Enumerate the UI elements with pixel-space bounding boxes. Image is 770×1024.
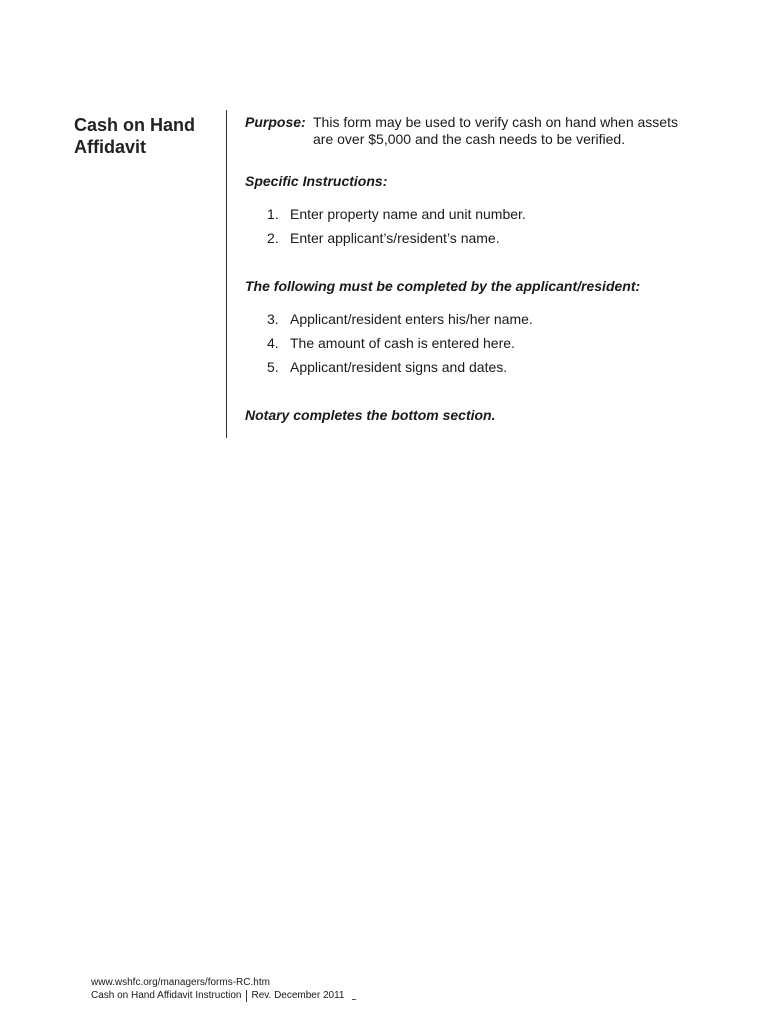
list-item-text: The amount of cash is entered here. xyxy=(290,335,515,351)
list-item-text: Enter property name and unit number. xyxy=(290,206,526,222)
list-item-text: Applicant/resident enters his/her name. xyxy=(290,311,533,327)
applicant-instructions-list xyxy=(245,311,705,383)
specific-instructions-heading: Specific Instructions: xyxy=(245,173,388,189)
list-item-number: 1. xyxy=(267,206,279,222)
applicant-section-heading: The following must be completed by the applicant/resident: xyxy=(245,278,641,294)
footer-separator xyxy=(246,990,247,1002)
footer-url: www.wshfc.org/managers/forms-RC.htm xyxy=(91,977,270,988)
footer-revision: Rev. December 2011 xyxy=(251,990,345,1001)
list-item-number: 2. xyxy=(267,230,279,246)
title-line-2: Affidavit xyxy=(74,137,146,157)
vertical-divider xyxy=(226,110,227,438)
specific-instructions-list xyxy=(245,206,705,254)
list-item xyxy=(245,230,705,254)
purpose-block xyxy=(245,114,705,148)
footer-dash-mark xyxy=(352,999,356,1000)
list-item xyxy=(245,335,705,359)
notary-instruction: Notary completes the bottom section. xyxy=(245,407,496,423)
document-title xyxy=(74,114,214,158)
list-item-text: Applicant/resident signs and dates. xyxy=(290,359,508,375)
list-item xyxy=(245,206,705,230)
list-item-number: 3. xyxy=(267,311,279,327)
list-item xyxy=(245,311,705,335)
purpose-label: Purpose: xyxy=(245,114,306,130)
instructions-content xyxy=(245,114,705,424)
footer-doc-info xyxy=(91,989,356,1002)
purpose-text xyxy=(313,114,703,148)
list-item xyxy=(245,359,705,383)
list-item-text: Enter applicant’s/resident’s name. xyxy=(290,230,500,246)
list-item-number: 5. xyxy=(267,359,279,375)
page-footer xyxy=(91,976,356,1002)
footer-doc-name: Cash on Hand Affidavit Instruction xyxy=(91,990,242,1001)
list-item-number: 4. xyxy=(267,335,279,351)
purpose-line-2: are over $5,000 and the cash needs to be verified. xyxy=(313,131,626,147)
title-line-1: Cash on Hand xyxy=(74,115,196,135)
purpose-line-1: This form may be used to verify cash on hand when assets xyxy=(313,114,678,130)
